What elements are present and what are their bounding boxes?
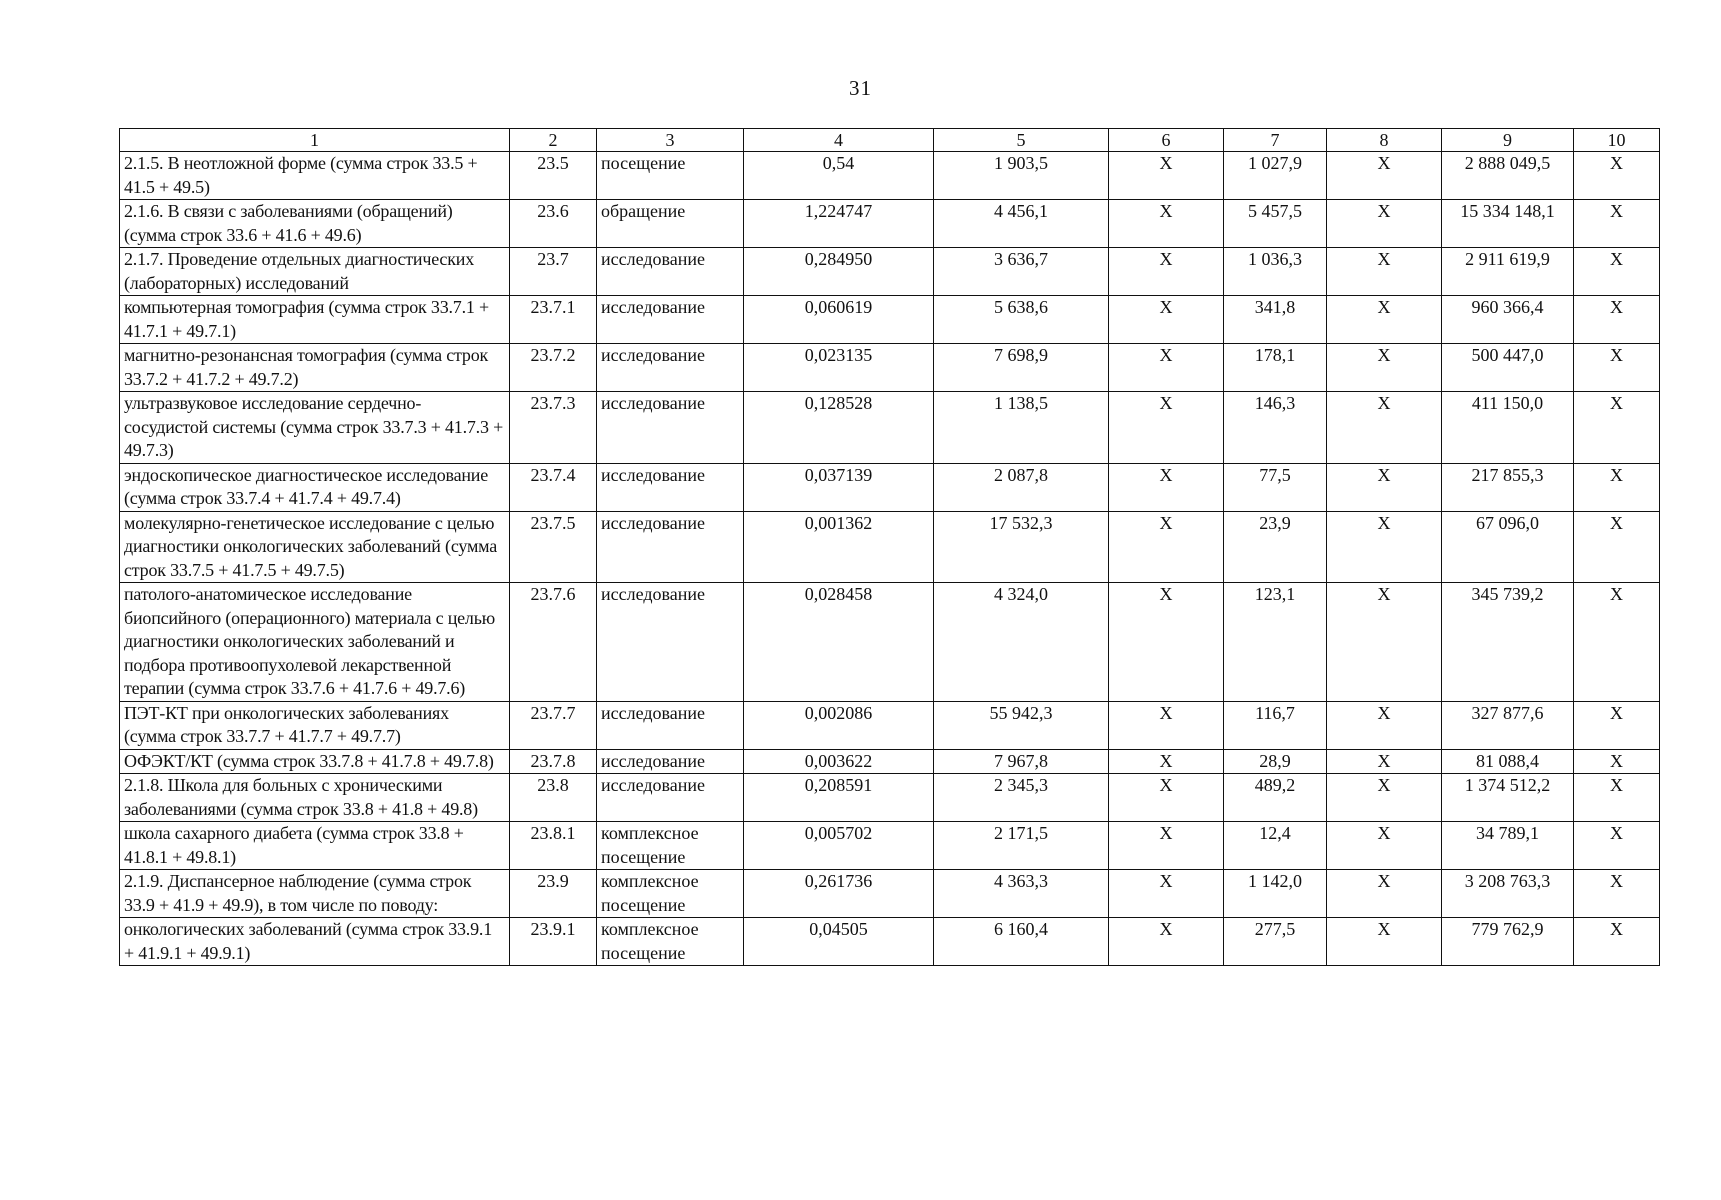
cell-total-cost: 1 374 512,2	[1442, 774, 1574, 822]
cell-total-cost: 217 855,3	[1442, 463, 1574, 511]
header-col-2: 2	[510, 129, 597, 152]
data-table	[119, 128, 1660, 966]
cell-line-code: 23.5	[510, 152, 597, 200]
cell-norm-cost: 5 638,6	[934, 296, 1109, 344]
cell-col-8: X	[1327, 344, 1442, 392]
cell-col-6: X	[1109, 870, 1224, 918]
cell-unit: исследование	[597, 344, 744, 392]
cell-norm-cost: 4 363,3	[934, 870, 1109, 918]
cell-unit: исследование	[597, 296, 744, 344]
cell-norm-cost: 7 967,8	[934, 749, 1109, 774]
cell-col-8: X	[1327, 749, 1442, 774]
cell-norm-cost: 1 138,5	[934, 392, 1109, 464]
cell-col-8: X	[1327, 583, 1442, 702]
header-col-4: 4	[744, 129, 934, 152]
cell-line-code: 23.8.1	[510, 822, 597, 870]
cell-col-6: X	[1109, 296, 1224, 344]
cell-norm-volume: 0,002086	[744, 701, 934, 749]
cell-norm-cost: 17 532,3	[934, 511, 1109, 583]
cell-unit: комплексное посещение	[597, 870, 744, 918]
cell-col-6: X	[1109, 701, 1224, 749]
cell-col-10: X	[1574, 392, 1660, 464]
cell-per-capita: 28,9	[1224, 749, 1327, 774]
table-row	[120, 774, 1660, 822]
cell-norm-volume: 0,284950	[744, 248, 934, 296]
header-row	[120, 129, 1660, 152]
cell-col-10: X	[1574, 344, 1660, 392]
header-col-8: 8	[1327, 129, 1442, 152]
cell-norm-volume: 0,003622	[744, 749, 934, 774]
header-col-6: 6	[1109, 129, 1224, 152]
cell-name: ПЭТ-КТ при онкологических заболеваниях (сумма строк 33.7.7 + 41.7.7 + 49.7.7)	[120, 701, 510, 749]
cell-name: патолого-анатомическое исследование биопсийного (операционного) материала с целью диагностики онкологических заболеваний и подбора противоопухолевой лекарственной терапии (сумма строк 33.7.6 + 41.7.6 + 49.7.6)	[120, 583, 510, 702]
cell-col-10: X	[1574, 822, 1660, 870]
cell-line-code: 23.8	[510, 774, 597, 822]
cell-col-6: X	[1109, 248, 1224, 296]
cell-norm-cost: 2 345,3	[934, 774, 1109, 822]
cell-total-cost: 34 789,1	[1442, 822, 1574, 870]
cell-per-capita: 1 027,9	[1224, 152, 1327, 200]
cell-norm-cost: 4 456,1	[934, 200, 1109, 248]
cell-unit: комплексное посещение	[597, 822, 744, 870]
cell-per-capita: 116,7	[1224, 701, 1327, 749]
table-row	[120, 392, 1660, 464]
cell-total-cost: 3 208 763,3	[1442, 870, 1574, 918]
cell-per-capita: 123,1	[1224, 583, 1327, 702]
cell-col-10: X	[1574, 248, 1660, 296]
cell-col-6: X	[1109, 344, 1224, 392]
table-row	[120, 918, 1660, 966]
cell-norm-volume: 0,060619	[744, 296, 934, 344]
cell-name: компьютерная томография (сумма строк 33.7.1 + 41.7.1 + 49.7.1)	[120, 296, 510, 344]
cell-per-capita: 1 142,0	[1224, 870, 1327, 918]
cell-name: 2.1.7. Проведение отдельных диагностических (лабораторных) исследований	[120, 248, 510, 296]
cell-name: 2.1.6. В связи с заболеваниями (обращений) (сумма строк 33.6 + 41.6 + 49.6)	[120, 200, 510, 248]
table-row	[120, 870, 1660, 918]
cell-col-8: X	[1327, 870, 1442, 918]
cell-norm-volume: 0,037139	[744, 463, 934, 511]
cell-line-code: 23.7.5	[510, 511, 597, 583]
header-col-10: 10	[1574, 129, 1660, 152]
cell-per-capita: 1 036,3	[1224, 248, 1327, 296]
cell-total-cost: 67 096,0	[1442, 511, 1574, 583]
cell-name: молекулярно-генетическое исследование с целью диагностики онкологических заболеваний (сумма строк 33.7.5 + 41.7.5 + 49.7.5)	[120, 511, 510, 583]
cell-col-8: X	[1327, 200, 1442, 248]
cell-col-8: X	[1327, 918, 1442, 966]
cell-norm-volume: 0,001362	[744, 511, 934, 583]
table-header	[120, 129, 1660, 152]
cell-per-capita: 77,5	[1224, 463, 1327, 511]
cell-total-cost: 327 877,6	[1442, 701, 1574, 749]
cell-col-6: X	[1109, 774, 1224, 822]
cell-col-6: X	[1109, 200, 1224, 248]
cell-norm-volume: 0,54	[744, 152, 934, 200]
cell-norm-volume: 0,005702	[744, 822, 934, 870]
cell-line-code: 23.7.3	[510, 392, 597, 464]
cell-norm-volume: 0,04505	[744, 918, 934, 966]
cell-unit: исследование	[597, 583, 744, 702]
cell-norm-cost: 4 324,0	[934, 583, 1109, 702]
table-row	[120, 296, 1660, 344]
cell-norm-cost: 7 698,9	[934, 344, 1109, 392]
cell-per-capita: 23,9	[1224, 511, 1327, 583]
cell-line-code: 23.7.1	[510, 296, 597, 344]
table-row	[120, 344, 1660, 392]
cell-name: 2.1.8. Школа для больных с хроническими заболеваниями (сумма строк 33.8 + 41.8 + 49.8)	[120, 774, 510, 822]
table-row	[120, 200, 1660, 248]
cell-name: ультразвуковое исследование сердечно-сосудистой системы (сумма строк 33.7.3 + 41.7.3 + 49.7.3)	[120, 392, 510, 464]
cell-col-8: X	[1327, 152, 1442, 200]
cell-col-10: X	[1574, 511, 1660, 583]
cell-col-10: X	[1574, 701, 1660, 749]
cell-name: онкологических заболеваний (сумма строк 33.9.1 + 41.9.1 + 49.9.1)	[120, 918, 510, 966]
cell-total-cost: 345 739,2	[1442, 583, 1574, 702]
cell-per-capita: 5 457,5	[1224, 200, 1327, 248]
cell-total-cost: 960 366,4	[1442, 296, 1574, 344]
cell-norm-volume: 0,128528	[744, 392, 934, 464]
cell-unit: исследование	[597, 749, 744, 774]
cell-name: 2.1.9. Диспансерное наблюдение (сумма строк 33.9 + 41.9 + 49.9), в том числе по поводу:	[120, 870, 510, 918]
cell-norm-volume: 0,208591	[744, 774, 934, 822]
cell-col-10: X	[1574, 152, 1660, 200]
page-number: 31	[849, 76, 872, 100]
cell-col-10: X	[1574, 918, 1660, 966]
table-row	[120, 701, 1660, 749]
table-row	[120, 463, 1660, 511]
header-col-5: 5	[934, 129, 1109, 152]
cell-per-capita: 341,8	[1224, 296, 1327, 344]
cell-line-code: 23.7.2	[510, 344, 597, 392]
table-row	[120, 583, 1660, 702]
cell-unit: комплексное посещение	[597, 918, 744, 966]
cell-unit: исследование	[597, 392, 744, 464]
cell-line-code: 23.7.4	[510, 463, 597, 511]
cell-col-8: X	[1327, 774, 1442, 822]
cell-col-6: X	[1109, 583, 1224, 702]
cell-total-cost: 500 447,0	[1442, 344, 1574, 392]
cell-per-capita: 146,3	[1224, 392, 1327, 464]
cell-unit: посещение	[597, 152, 744, 200]
cell-norm-cost: 1 903,5	[934, 152, 1109, 200]
header-col-7: 7	[1224, 129, 1327, 152]
cell-col-10: X	[1574, 870, 1660, 918]
cell-col-8: X	[1327, 701, 1442, 749]
cell-total-cost: 81 088,4	[1442, 749, 1574, 774]
cell-col-10: X	[1574, 583, 1660, 702]
cell-col-6: X	[1109, 822, 1224, 870]
table-row	[120, 248, 1660, 296]
cell-unit: исследование	[597, 701, 744, 749]
cell-unit: исследование	[597, 248, 744, 296]
cell-col-8: X	[1327, 463, 1442, 511]
cell-per-capita: 12,4	[1224, 822, 1327, 870]
cell-unit: исследование	[597, 511, 744, 583]
cell-name: школа сахарного диабета (сумма строк 33.8 + 41.8.1 + 49.8.1)	[120, 822, 510, 870]
cell-col-6: X	[1109, 463, 1224, 511]
cell-line-code: 23.7.6	[510, 583, 597, 702]
cell-col-8: X	[1327, 392, 1442, 464]
cell-unit: исследование	[597, 774, 744, 822]
cell-col-10: X	[1574, 749, 1660, 774]
cell-col-10: X	[1574, 463, 1660, 511]
cell-col-10: X	[1574, 296, 1660, 344]
cell-col-10: X	[1574, 200, 1660, 248]
cell-norm-cost: 3 636,7	[934, 248, 1109, 296]
cell-norm-volume: 0,261736	[744, 870, 934, 918]
cell-col-6: X	[1109, 392, 1224, 464]
cell-line-code: 23.7.8	[510, 749, 597, 774]
cell-unit: обращение	[597, 200, 744, 248]
cell-line-code: 23.9	[510, 870, 597, 918]
cell-norm-volume: 0,028458	[744, 583, 934, 702]
cell-norm-cost: 2 087,8	[934, 463, 1109, 511]
cell-col-6: X	[1109, 511, 1224, 583]
cell-line-code: 23.9.1	[510, 918, 597, 966]
cell-col-8: X	[1327, 511, 1442, 583]
cell-norm-cost: 55 942,3	[934, 701, 1109, 749]
cell-line-code: 23.6	[510, 200, 597, 248]
table-row	[120, 749, 1660, 774]
cell-name: магнитно-резонансная томография (сумма строк 33.7.2 + 41.7.2 + 49.7.2)	[120, 344, 510, 392]
header-col-9: 9	[1442, 129, 1574, 152]
cell-col-6: X	[1109, 918, 1224, 966]
table-body	[120, 152, 1660, 966]
cell-name: эндоскопическое диагностическое исследование (сумма строк 33.7.4 + 41.7.4 + 49.7.4)	[120, 463, 510, 511]
cell-per-capita: 489,2	[1224, 774, 1327, 822]
cell-name: ОФЭКТ/КТ (сумма строк 33.7.8 + 41.7.8 + 49.7.8)	[120, 749, 510, 774]
cell-name: 2.1.5. В неотложной форме (сумма строк 33.5 + 41.5 + 49.5)	[120, 152, 510, 200]
cell-total-cost: 2 888 049,5	[1442, 152, 1574, 200]
cell-norm-volume: 1,224747	[744, 200, 934, 248]
cell-col-8: X	[1327, 822, 1442, 870]
header-col-3: 3	[597, 129, 744, 152]
cell-total-cost: 2 911 619,9	[1442, 248, 1574, 296]
cell-line-code: 23.7	[510, 248, 597, 296]
cell-per-capita: 277,5	[1224, 918, 1327, 966]
table-row	[120, 152, 1660, 200]
cell-col-8: X	[1327, 296, 1442, 344]
cell-norm-volume: 0,023135	[744, 344, 934, 392]
cell-line-code: 23.7.7	[510, 701, 597, 749]
cell-col-8: X	[1327, 248, 1442, 296]
cell-total-cost: 779 762,9	[1442, 918, 1574, 966]
cell-norm-cost: 6 160,4	[934, 918, 1109, 966]
cell-unit: исследование	[597, 463, 744, 511]
cell-col-6: X	[1109, 152, 1224, 200]
cell-col-6: X	[1109, 749, 1224, 774]
header-col-1: 1	[120, 129, 510, 152]
cell-per-capita: 178,1	[1224, 344, 1327, 392]
table-row	[120, 822, 1660, 870]
cell-norm-cost: 2 171,5	[934, 822, 1109, 870]
cell-total-cost: 411 150,0	[1442, 392, 1574, 464]
cell-col-10: X	[1574, 774, 1660, 822]
cell-total-cost: 15 334 148,1	[1442, 200, 1574, 248]
table-row	[120, 511, 1660, 583]
